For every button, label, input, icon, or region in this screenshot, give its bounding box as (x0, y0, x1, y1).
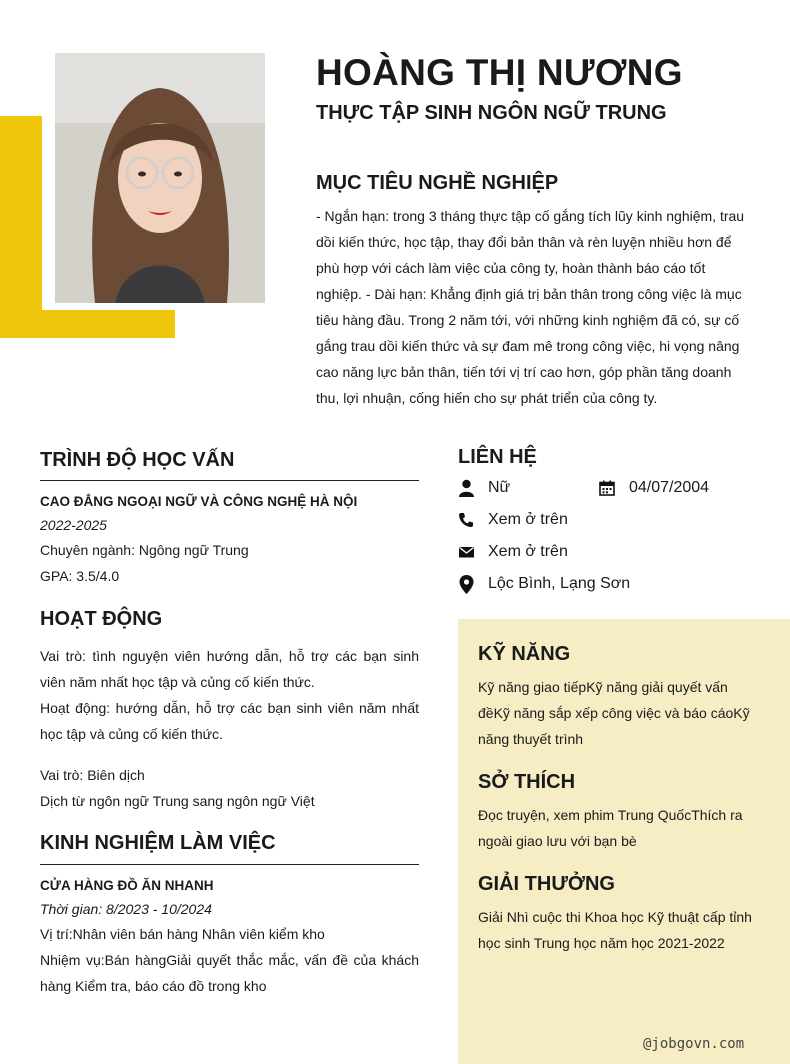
contact-address (458, 575, 630, 593)
experience-company: CỬA HÀNG ĐỒ ĂN NHANH (40, 878, 214, 893)
contact-heading: LIÊN HỆ (458, 446, 537, 468)
candidate-name: HOÀNG THỊ NƯƠNG (316, 52, 683, 93)
education-heading: TRÌNH ĐỘ HỌC VẤN (40, 449, 235, 471)
job-title: THỰC TẬP SINH NGÔN NGỮ TRUNG (316, 102, 667, 124)
education-gpa: GPA: 3.5/4.0 (40, 568, 120, 584)
activity-2-description: Dịch từ ngôn ngữ Trung sang ngôn ngữ Việt (40, 793, 315, 809)
profile-photo (55, 53, 265, 303)
contact-birthday-value: 04/07/2004 (629, 479, 710, 496)
skills-heading: KỸ NĂNG (478, 643, 571, 665)
experience-duties: Nhiệm vụ:Bán hàngGiải quyết thắc mắc, vấn đề của khách hàng Kiểm tra, báo cáo đồ trong kho (40, 952, 419, 994)
hobbies-heading: SỞ THÍCH (478, 771, 576, 793)
experience-position: Vị trí:Nhân viên bán hàng Nhân viên kiểm kho (40, 926, 325, 942)
hobbies-text: Đọc truyện, xem phim Trung QuốcThích ra ngoài giao lưu với bạn bè (478, 807, 743, 849)
objective-heading: MỤC TIÊU NGHỀ NGHIỆP (316, 172, 559, 194)
activity-1-description: Hoạt động: hướng dẫn, hỗ trợ các bạn sinh viên năm nhất học tập và củng cố kiến thức. (40, 700, 419, 742)
objective-text: - Ngắn hạn: trong 3 tháng thực tập cố gắng tích lũy kinh nghiệm, trau dồi kiến thức, học tập, thay đổi bản thân và rèn luyện nhiều hơn để phù hợp với cách làm việc của công ty, hoàn thành báo cáo tốt nghiệp. - Dài hạn: Khẳng định giá trị bản thân trong công việc là mục tiêu hàng đầu. Trong 2 năm tới, với những kinh nghiệm đã có, sự cố gắng trau dồi kiến thức và sự đam mê trong công việc, hi vọng nâng cao năng lực bản thân, tiến tới vị trí cao hơn, góp phần tăng doanh thu, lợi nhuận, cống hiến cho sự phát triển của công ty. (316, 208, 745, 406)
awards-text: Giải Nhì cuộc thi Khoa học Kỹ thuật cấp tỉnh học sinh Trung học năm học 2021-2022 (478, 909, 752, 951)
footer-brand: @jobgovn.com (643, 1036, 745, 1052)
calendar-icon (599, 479, 615, 497)
phone-icon (458, 511, 474, 529)
user-icon (458, 479, 474, 497)
contact-gender-value: Nữ (488, 479, 511, 496)
contact-address-value: Lộc Bình, Lạng Sơn (488, 575, 631, 592)
education-period: 2022-2025 (40, 517, 107, 533)
experience-time: Thời gian: 8/2023 - 10/2024 (40, 901, 212, 917)
contact-email (458, 543, 568, 561)
experience-heading: KINH NGHIỆM LÀM VIỆC (40, 832, 276, 854)
skills-text: Kỹ năng giao tiếpKỹ năng giải quyết vấn đềKỹ năng sắp xếp công việc và báo cáoKỹ năng thuyết trình (478, 679, 750, 747)
experience-divider (40, 864, 419, 865)
location-icon (458, 575, 474, 593)
activities-heading: HOẠT ĐỘNG (40, 608, 163, 630)
awards-heading: GIẢI THƯỞNG (478, 873, 615, 895)
mail-icon (458, 543, 474, 561)
contact-email-value: Xem ở trên (488, 543, 568, 560)
contact-gender (458, 479, 510, 497)
activity-1-role: Vai trò: tình nguyện viên hướng dẫn, hỗ trợ các bạn sinh viên năm nhất học tập và củng cố kiến thức. (40, 648, 419, 690)
contact-phone (458, 511, 568, 529)
contact-phone-value: Xem ở trên (488, 511, 568, 528)
activity-2-role: Vai trò: Biên dịch (40, 767, 145, 783)
accent-bar-bottom (0, 310, 175, 338)
accent-bar (0, 116, 42, 338)
education-major: Chuyên ngành: Ngông ngữ Trung (40, 542, 249, 558)
education-school: CAO ĐẲNG NGOẠI NGỮ VÀ CÔNG NGHỆ HÀ NỘI (40, 494, 358, 509)
education-divider (40, 480, 419, 481)
contact-birthday (599, 479, 709, 497)
